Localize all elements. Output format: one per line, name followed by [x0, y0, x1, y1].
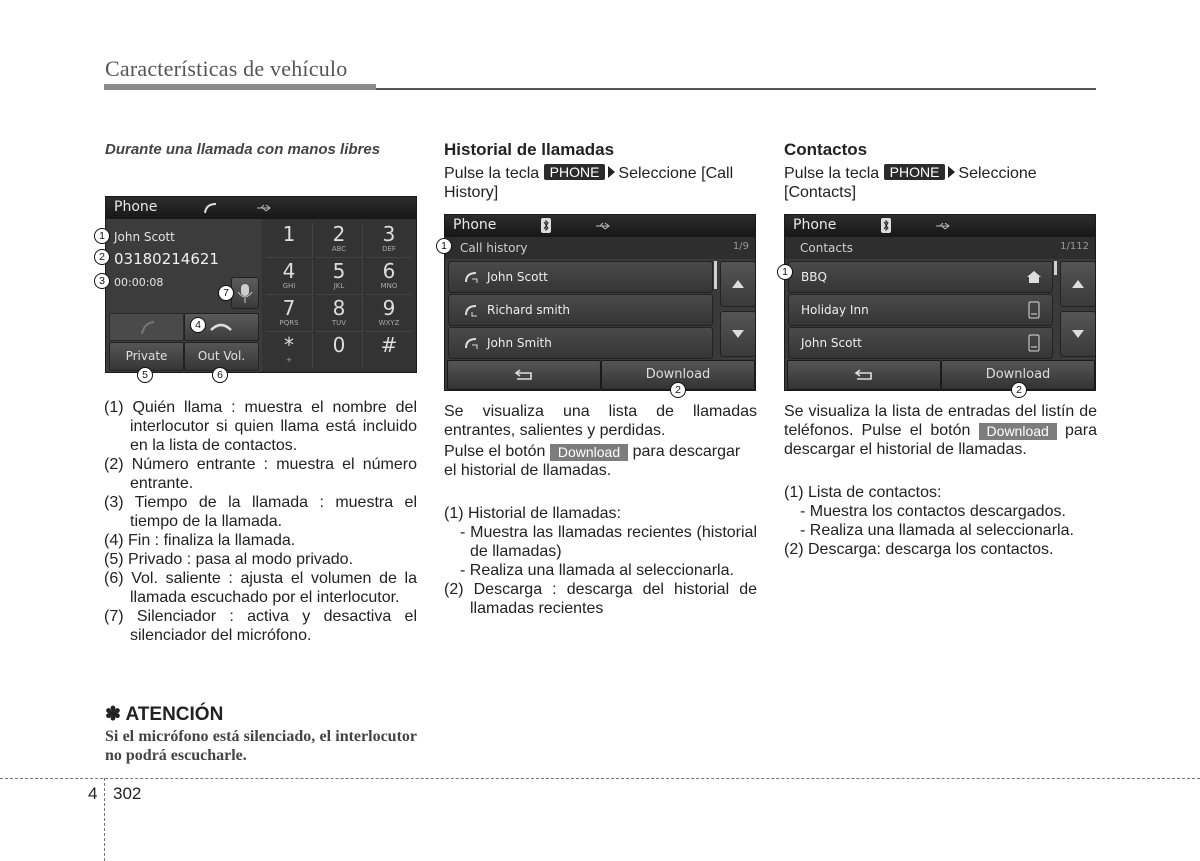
screen-title-bar: [445, 215, 755, 237]
list-sub: - Muestra los contactos descargados.: [800, 503, 1066, 520]
home-icon: [1025, 269, 1043, 285]
marker-2: 2: [670, 382, 686, 398]
usb-icon: [256, 203, 272, 213]
mid-desc-2: [444, 442, 757, 480]
back-button[interactable]: [787, 360, 941, 390]
mid-intro: [444, 164, 758, 202]
outgoing-call-icon: [463, 336, 481, 350]
marker-1: 1: [436, 238, 452, 254]
arrow-down-icon: [1061, 312, 1095, 356]
key-digit: #: [380, 333, 398, 357]
header-accent-bar: [104, 84, 376, 90]
footer-divider: [104, 778, 105, 861]
mobile-icon: [1028, 301, 1040, 319]
scroll-up-button[interactable]: [720, 261, 756, 307]
caller-number: 03180214621: [114, 250, 219, 268]
row-label: BBQ: [801, 270, 827, 284]
desc-text: Se visualiza la lista de entradas del listín de teléfonos. Pulse el botón: [784, 403, 1097, 439]
header-rule: [376, 88, 1096, 90]
answer-handset-icon: [110, 314, 183, 340]
right-heading: Contactos: [784, 140, 868, 159]
key-letters: DEF: [382, 245, 396, 253]
desc-text: para descargar el historial de llamadas.: [784, 422, 1098, 458]
list-title: Call history: [460, 241, 528, 255]
keypad-key[interactable]: [366, 223, 412, 258]
caller-name: John Scott: [114, 230, 175, 244]
marker-5: 5: [137, 367, 153, 383]
key-digit: 1: [282, 222, 296, 246]
mobile-icon: [1028, 334, 1040, 352]
key-digit: 2: [332, 222, 346, 246]
page-number: 302: [113, 784, 142, 803]
key-letters: MNO: [380, 282, 398, 290]
key-letters: JKL: [333, 282, 345, 290]
intro-text: Seleccione [Contacts]: [784, 165, 1037, 201]
row-label: John Scott: [801, 336, 862, 350]
screen-title-bar: [785, 215, 1095, 237]
key-letters: ABC: [331, 245, 347, 253]
scroll-down-button[interactable]: [1060, 311, 1096, 357]
chapter-number: 4: [88, 784, 98, 803]
right-desc: [784, 402, 1097, 459]
scrollbar[interactable]: [714, 261, 717, 289]
marker-2: 2: [94, 249, 110, 265]
back-icon: [853, 368, 875, 382]
scroll-up-button[interactable]: [1060, 261, 1096, 307]
desc-text: Pulse el botón: [444, 443, 546, 460]
handset-icon: [202, 201, 218, 215]
keypad-key[interactable]: [316, 297, 363, 332]
bluetooth-icon: [541, 218, 551, 233]
list-sub: - Realiza una llamada al seleccionarla.: [460, 562, 734, 579]
bluetooth-icon: [881, 218, 891, 233]
key-letters: TUV: [331, 319, 347, 327]
scrollbar[interactable]: [1054, 261, 1057, 275]
list-item: (2) Descarga: descarga los contactos.: [784, 541, 1054, 558]
marker-3: 3: [94, 273, 110, 289]
key-digit: *: [284, 333, 294, 357]
list-item: (2) Número entrante : muestra el número entrante.: [104, 456, 417, 492]
attention-body: Si el micrófono está silenciado, el interlocutor no podrá escucharle.: [105, 728, 417, 764]
list-item: (3) Tiempo de la llamada : muestra el tiempo de la llamada.: [104, 494, 417, 530]
download-chip: Download: [550, 444, 628, 461]
right-intro: [784, 164, 1097, 202]
phone-call-screen: [105, 196, 417, 373]
list-title: Contacts: [800, 241, 853, 255]
key-digit: 7: [282, 296, 296, 320]
call-history-row[interactable]: [448, 327, 713, 359]
list-item: (6) Vol. saliente : ajusta el volumen de la llamada escuchado por el interlocutor.: [104, 570, 417, 606]
contact-row[interactable]: [788, 327, 1053, 359]
list-sub: - Muestra las llamadas recientes (historial de llamadas): [460, 524, 757, 560]
marker-7: 7: [218, 285, 234, 301]
private-button[interactable]: Private: [109, 342, 184, 371]
screen-title: Phone: [453, 217, 497, 233]
list-subheader: [445, 237, 755, 259]
intro-text: Pulse la tecla: [784, 165, 880, 182]
list-item: (4) Fin : finaliza la llamada.: [104, 532, 296, 549]
incoming-call-icon: [463, 303, 481, 317]
call-time: 00:00:08: [114, 276, 164, 289]
keypad-key[interactable]: [316, 223, 363, 258]
mute-button[interactable]: [231, 277, 259, 309]
answer-button[interactable]: [109, 313, 184, 341]
call-history-screen: [444, 214, 756, 391]
arrow-right-icon: [608, 166, 615, 178]
arrow-down-icon: [721, 312, 755, 356]
arrow-up-icon: [1061, 262, 1095, 306]
right-list: [784, 483, 1097, 559]
keypad-key[interactable]: [316, 260, 363, 295]
marker-4: 4: [190, 317, 206, 333]
contact-row[interactable]: [788, 261, 1053, 293]
mid-desc-1: Se visualiza una lista de llamadas entrantes, salientes y perdidas.: [444, 403, 757, 439]
arrow-up-icon: [721, 262, 755, 306]
key-digit: 0: [332, 333, 346, 357]
usb-icon: [935, 221, 951, 231]
screen-title: Phone: [793, 217, 837, 233]
key-digit: 8: [332, 296, 346, 320]
scroll-down-button[interactable]: [720, 311, 756, 357]
intro-text: Seleccione [Call History]: [444, 165, 734, 201]
key-letters: GHI: [282, 282, 296, 290]
screen-title-bar: [106, 197, 416, 219]
keypad-key[interactable]: [366, 334, 412, 368]
marker-6: 6: [212, 367, 228, 383]
arrow-right-icon: [948, 166, 955, 178]
intro-text: Pulse la tecla: [444, 165, 540, 182]
footer-rule: [0, 778, 1200, 779]
keypad-key[interactable]: [366, 297, 412, 332]
list-item: (7) Silenciador : activa y desactiva el silenciador del micrófono.: [104, 608, 417, 644]
key-digit: 4: [282, 259, 296, 283]
marker-1: 1: [94, 228, 110, 244]
row-label: Richard smith: [487, 303, 570, 317]
phone-key-chip: PHONE: [544, 164, 606, 180]
outgoing-call-icon: [463, 270, 481, 284]
back-button[interactable]: [447, 360, 601, 390]
list-item: (1) Quién llama : muestra el nombre del interlocutor si quien llama está incluido en la lista de contactos.: [104, 399, 417, 454]
key-digit: 3: [382, 222, 396, 246]
call-history-row[interactable]: [448, 261, 713, 293]
row-label: John Smith: [487, 336, 552, 350]
screen-title: Phone: [114, 199, 158, 215]
back-icon: [513, 368, 535, 382]
contacts-screen: [784, 214, 1096, 391]
phone-key-chip: PHONE: [884, 164, 946, 180]
list-count: 1/9: [732, 241, 749, 252]
contact-row[interactable]: [788, 294, 1053, 326]
key-digit: 9: [382, 296, 396, 320]
download-button[interactable]: Download: [941, 360, 1095, 390]
keypad-key[interactable]: [316, 334, 363, 368]
download-button[interactable]: Download: [601, 360, 755, 390]
list-item: (5) Privado : pasa al modo privado.: [104, 551, 354, 568]
key-digit: 5: [332, 259, 346, 283]
out-vol-button[interactable]: Out Vol.: [184, 342, 259, 371]
marker-2: 2: [1011, 382, 1027, 398]
keypad-key[interactable]: [366, 260, 412, 295]
keypad-key[interactable]: [266, 223, 313, 258]
usb-icon: [595, 221, 611, 231]
keypad-key[interactable]: [266, 334, 313, 368]
mid-heading: Historial de llamadas: [444, 140, 615, 159]
dial-keypad: [262, 219, 416, 372]
key-digit: 6: [382, 259, 396, 283]
keypad-key[interactable]: [266, 297, 313, 332]
attention-title: ✽ ATENCIÓN: [105, 704, 224, 725]
list-count: 1/112: [1060, 241, 1089, 252]
left-subtitle: Durante una llamada con manos libres: [105, 141, 381, 158]
list-head: (1) Historial de llamadas:: [444, 505, 621, 522]
call-history-row[interactable]: [448, 294, 713, 326]
key-letters: +: [286, 356, 292, 364]
row-label: John Scott: [487, 270, 548, 284]
list-head: (1) Lista de contactos:: [784, 484, 942, 501]
section-title: Características de vehículo: [105, 56, 348, 81]
list-sub: - Realiza una llamada al seleccionarla.: [800, 522, 1074, 539]
row-label: Holiday Inn: [801, 303, 869, 317]
marker-1: 1: [777, 264, 793, 280]
download-chip: Download: [979, 423, 1057, 440]
key-letters: WXYZ: [378, 319, 400, 327]
list-subheader: [785, 237, 1095, 259]
desc-text: para descargar el historial de llamadas.: [444, 443, 741, 479]
caller-panel: [106, 219, 260, 372]
key-letters: PQRS: [279, 319, 299, 327]
left-item-list: [104, 398, 417, 645]
list-item: (2) Descarga : descarga del historial de llamadas recientes: [444, 581, 757, 617]
keypad-key[interactable]: [266, 260, 313, 295]
mid-list: [444, 504, 757, 618]
microphone-icon: [232, 278, 258, 308]
